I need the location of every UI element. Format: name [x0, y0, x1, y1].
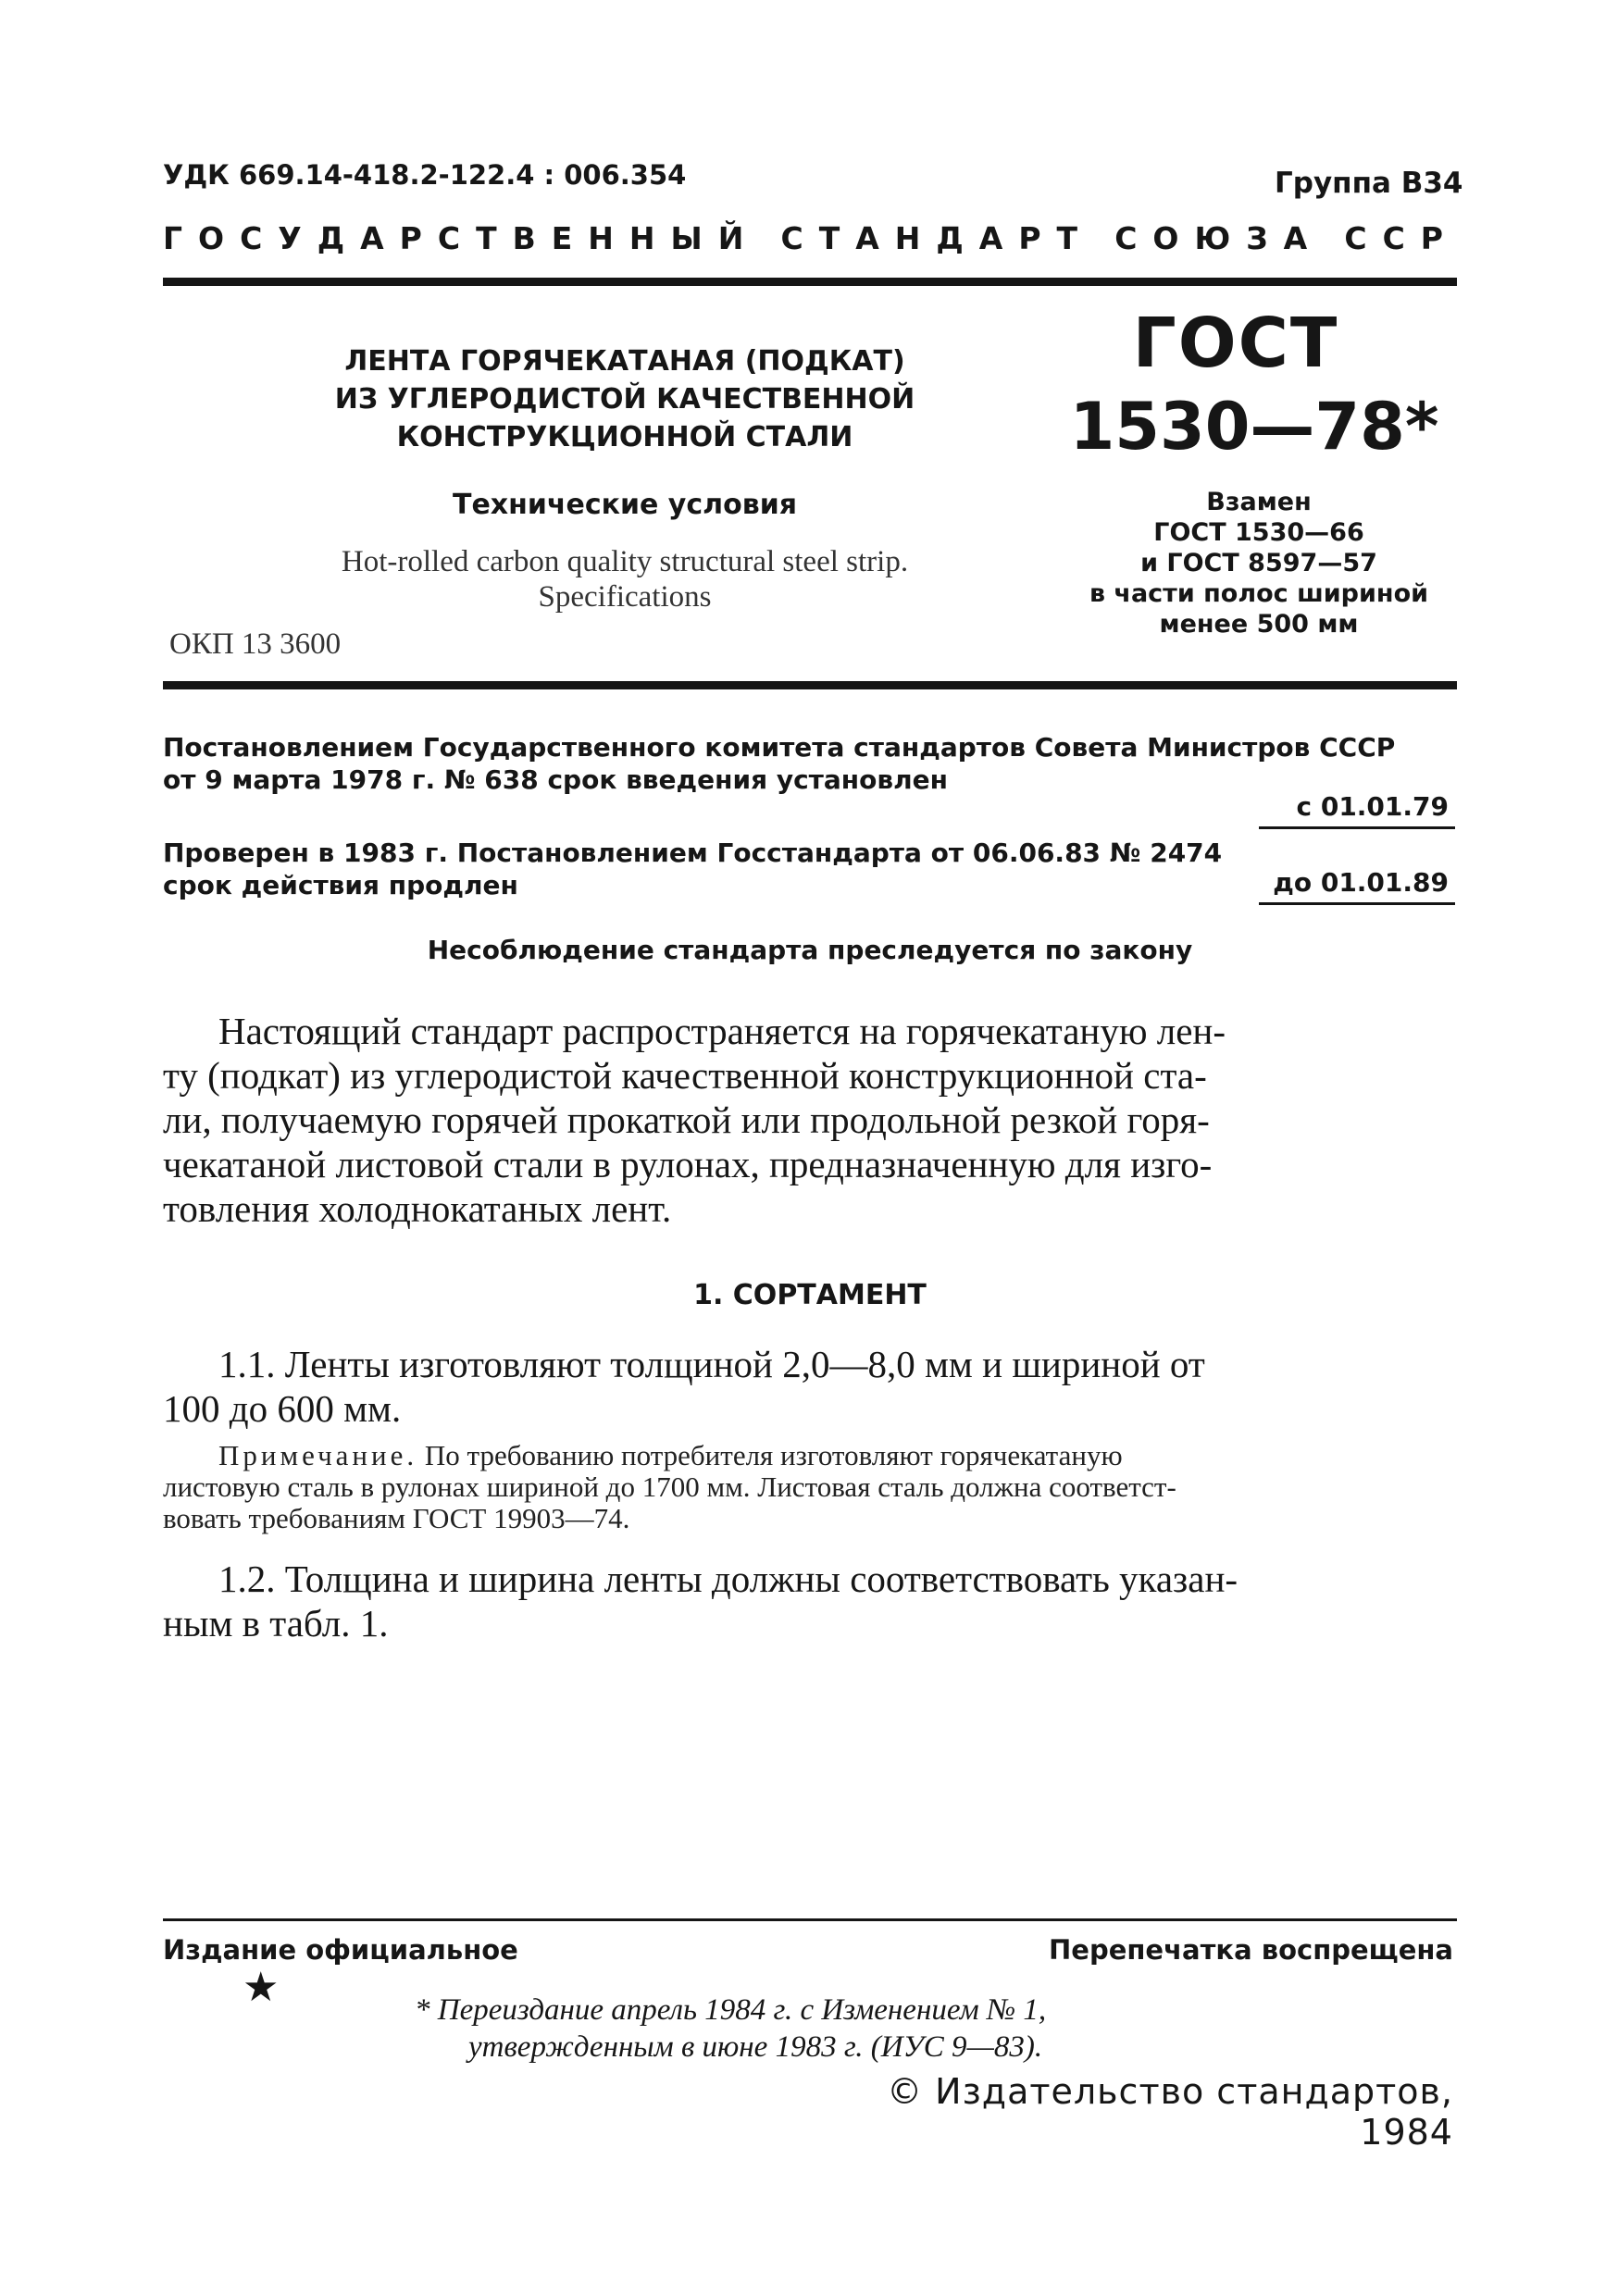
document-title [287, 342, 963, 456]
replaces-line-4: в части полос шириной [1089, 579, 1429, 608]
star-icon: ★ [243, 1964, 280, 2011]
clause-1-2-line-1: 1.2. Толщина и ширина ленты должны соответствовать указан- [218, 1558, 1238, 1600]
title-bottom-rule [163, 681, 1457, 689]
note-line-3: вовать требованиям ГОСТ 19903—74. [163, 1502, 630, 1534]
scope-line-2: ту (подкат) из углеродистой качественной конструкционной ста- [163, 1054, 1207, 1097]
extended-date: до 01.01.89 [1273, 867, 1449, 898]
gost-label: ГОСТ [1132, 304, 1339, 383]
replaces-block [1046, 487, 1472, 639]
official-edition: Издание официальное [163, 1934, 518, 1966]
note-block [163, 1440, 1457, 1534]
intro-date-rule [1259, 826, 1455, 829]
reissue-note [415, 1992, 1046, 2066]
note-line-2: листовую сталь в рулонах шириной до 1700 мм. Листовая сталь должна соответст- [163, 1471, 1176, 1503]
replaces-line-1: Взамен [1206, 488, 1312, 516]
decree-adopted-line-1: Постановлением Государственного комитета стандартов Совета Министров СССР [163, 732, 1396, 763]
extended-date-rule [1259, 902, 1455, 905]
decree-checked-line-1: Проверен в 1983 г. Постановлением Госстандарта от 06.06.83 № 2474 [163, 838, 1223, 868]
subtitle-en-line-2: Specifications [538, 580, 712, 614]
reprint-prohibited: Перепечатка воспрещена [1049, 1934, 1453, 1966]
okp-code: ОКП 13 3600 [169, 627, 342, 661]
heading-word-2: СТАНДАРТ [780, 220, 1094, 256]
title-line-2: ИЗ УГЛЕРОДИСТОЙ КАЧЕСТВЕННОЙ [334, 383, 915, 416]
subtitle-ru: Технические условия [453, 489, 797, 521]
section-title: 1. СОРТАМЕНТ [693, 1279, 927, 1311]
title-line-3: КОНСТРУКЦИОННОЙ СТАЛИ [396, 421, 853, 453]
subtitle-en-line-1: Hot-rolled carbon quality structural steel strip. [341, 545, 909, 578]
reissue-line-1: * Переиздание апрель 1984 г. с Изменением № 1, [415, 1993, 1047, 2027]
heading-word-4: ССР [1344, 220, 1459, 256]
top-rule [163, 278, 1457, 286]
scope-paragraph [163, 1009, 1457, 1231]
intro-date: с 01.01.79 [1296, 791, 1449, 822]
scope-line-4: чекатаной листовой стали в рулонах, предназначенную для изго- [163, 1143, 1213, 1185]
title-line-1: ЛЕНТА ГОРЯЧЕКАТАНАЯ (ПОДКАТ) [344, 345, 905, 378]
clause-1-1-line-1: 1.1. Ленты изготовляют толщиной 2,0—8,0 мм и шириной от [218, 1343, 1205, 1385]
clause-1-1 [163, 1342, 1457, 1431]
decree-checked-line-2: срок действия продлен [163, 870, 518, 900]
heading-word-3: СОЮЗА [1114, 220, 1324, 256]
heading-word-1: ГОСУДАРСТВЕННЫЙ [163, 220, 760, 256]
subtitle-en [231, 544, 1018, 614]
scope-line-1: Настоящий стандарт распространяется на горячекатаную лен- [218, 1010, 1226, 1052]
replaces-line-5: менее 500 мм [1159, 610, 1359, 639]
clause-1-1-line-2: 100 до 600 мм. [163, 1387, 402, 1430]
note-label: Примечание. [218, 1439, 418, 1471]
group-code: Группа В34 [1275, 167, 1463, 200]
footer-rule [163, 1918, 1457, 1921]
legal-warning: Несоблюдение стандарта преследуется по закону [427, 935, 1193, 965]
scope-line-5: товления холоднокатаных лент. [163, 1187, 672, 1230]
decree-checked [163, 837, 1222, 901]
udk-code: УДК 669.14-418.2-122.4 : 006.354 [163, 159, 687, 191]
note-line-1: По требованию потребителя изготовляют горячекатаную [424, 1439, 1123, 1471]
clause-1-2 [163, 1557, 1457, 1645]
replaces-line-3: и ГОСТ 8597—57 [1140, 549, 1377, 577]
gost-number: 1530—78* [1069, 389, 1439, 465]
replaces-line-2: ГОСТ 1530—66 [1153, 518, 1364, 547]
state-standard-heading [163, 220, 1459, 256]
decree-adopted-line-2: от 9 марта 1978 г. № 638 срок введения установлен [163, 764, 948, 795]
clause-1-2-line-2: ным в табл. 1. [163, 1602, 389, 1644]
publisher-copyright: © Издательство стандартов, 1984 [887, 2071, 1453, 2153]
reissue-line-2: утвержденным в июне 1983 г. (ИУС 9—83). [468, 2030, 1043, 2064]
scope-line-3: ли, получаемую горячей прокаткой или продольной резкой горя- [163, 1098, 1210, 1141]
decree-adopted [163, 731, 1395, 796]
